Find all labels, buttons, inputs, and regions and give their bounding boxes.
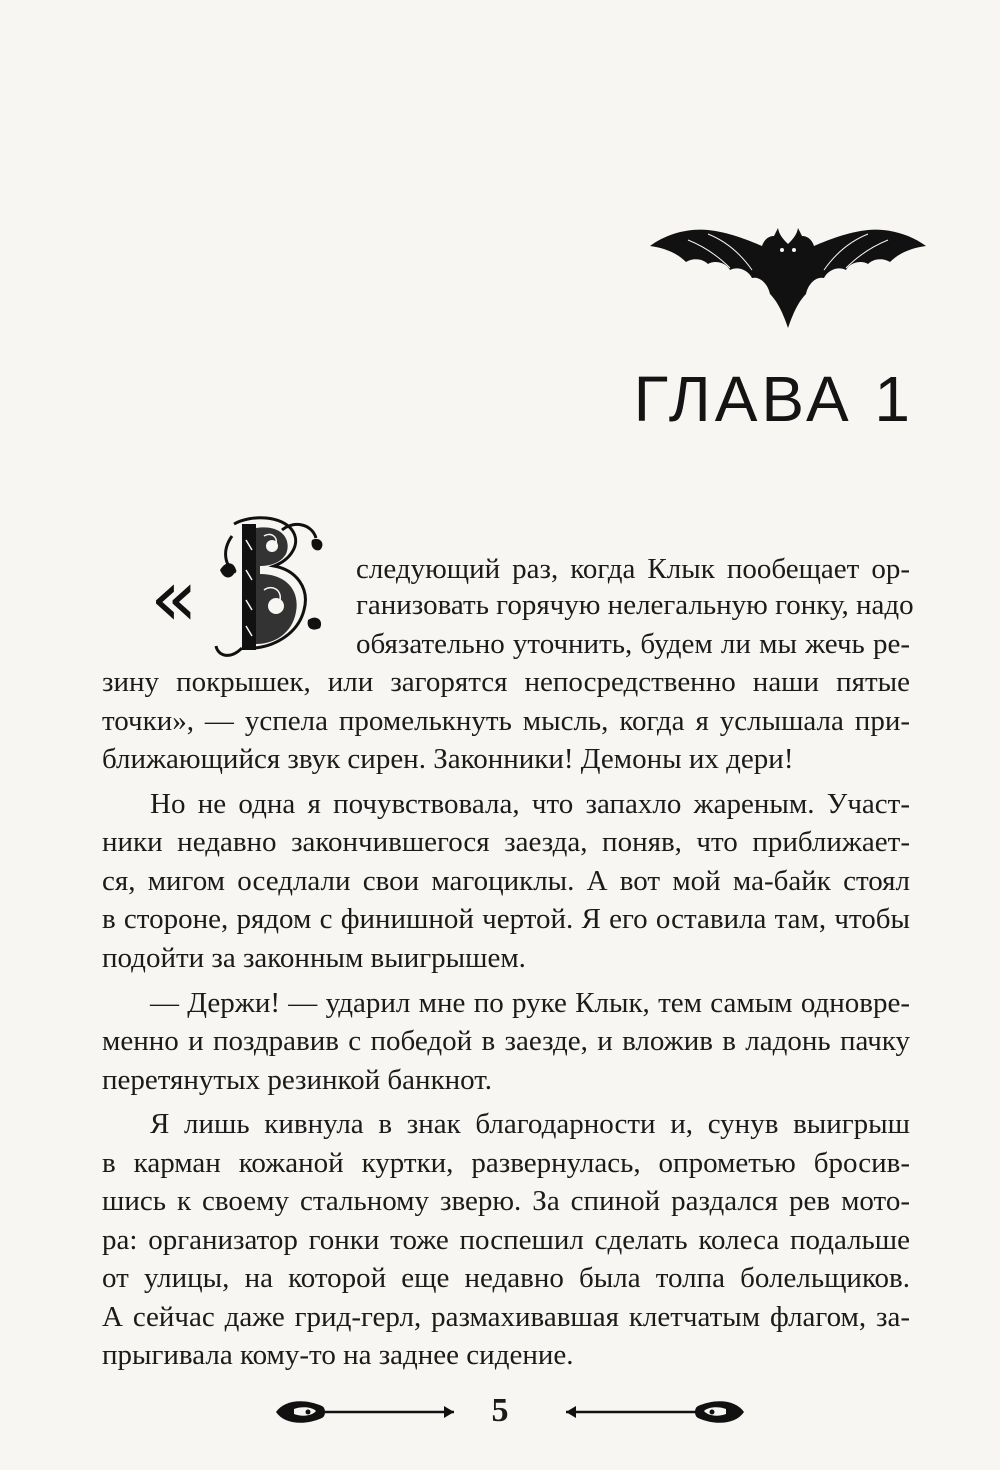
text-line: Я лишь кивнула в знак благодарности и, сунув выигрыш	[150, 1108, 910, 1140]
text-line: перетянутых резинкой банкнот.	[102, 1064, 493, 1096]
chapter-title: ГЛАВА 1	[633, 363, 914, 435]
drop-cap-letter	[212, 510, 330, 670]
text-line: в стороне, рядом с финишной чертой. Я его оставила там, чтобы	[102, 903, 910, 935]
text-line: от улицы, на которой еще недавно была толпа болельщиков.	[102, 1262, 910, 1294]
text-line: в карман кожаной куртки, развернулась, опрометью бросив-	[102, 1147, 910, 1179]
text-line: менно и поздравив с победой в заезде, и вложив в ладонь пачку	[102, 1025, 910, 1057]
arrow-ornament-left-icon	[272, 1392, 462, 1432]
text-line: ближающийся звук сирен. Законники! Демоны их дери!	[102, 743, 794, 775]
bat-icon	[648, 210, 928, 330]
text-line: ра: организатор гонки тоже поспешил сделать колеса подальше	[102, 1224, 910, 1256]
text-line: прыгивала кому-то на заднее сидение.	[102, 1339, 574, 1371]
opening-quote-mark: «	[150, 554, 198, 644]
text-line: обязательно уточнить, будем ли мы жечь ре-	[356, 628, 910, 660]
text-line: зину покрышек, или загорятся непосредственно наши пятые	[102, 666, 910, 698]
page-number: 5	[491, 1392, 509, 1429]
text-line: подойти за законным выигрышем.	[102, 942, 526, 974]
text-line: точки», — успела промелькнуть мысль, когда я услышала при-	[102, 705, 910, 737]
text-line: шись к своему стальному зверю. За спиной раздался рев мото-	[102, 1185, 910, 1217]
text-line: — Держи! — ударил мне по руке Клык, тем самым одновре-	[150, 987, 910, 1019]
text-line: следующий раз, когда Клык пообещает ор-	[356, 553, 910, 585]
text-line: ганизовать горячую нелегальную гонку, надо	[356, 589, 914, 621]
text-line: ся, мигом оседлали свои магоциклы. А вот мой ма-байк стоял	[102, 865, 910, 897]
text-line: А сейчас даже грид-герл, размахивавшая клетчатым флагом, за-	[102, 1301, 910, 1333]
text-line: ники недавно закончившегося заезда, поняв, что приближает-	[102, 826, 910, 858]
arrow-ornament-right-icon	[558, 1392, 748, 1432]
text-line: Но не одна я почувствовала, что запахло жареным. Участ-	[150, 788, 910, 820]
